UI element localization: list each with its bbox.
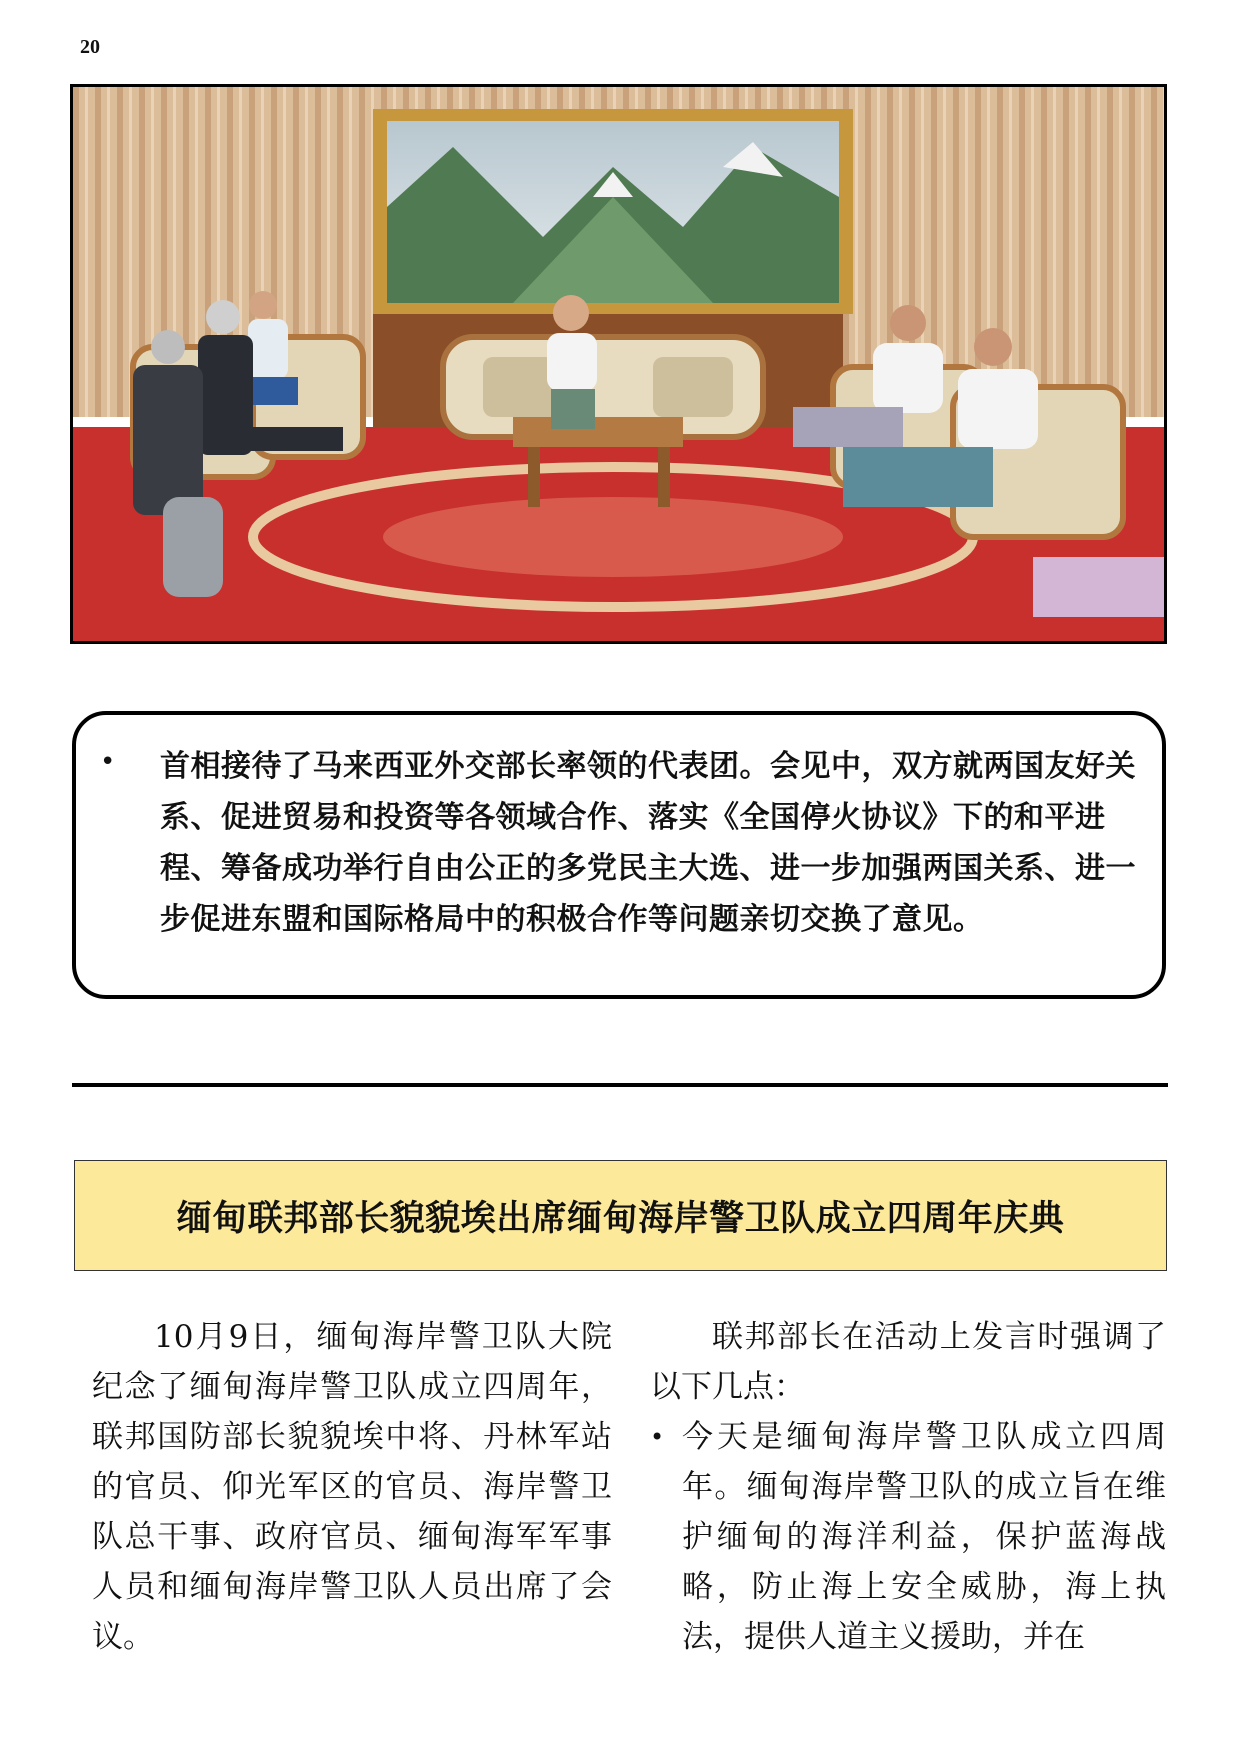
article-headline-box <box>74 1160 1167 1271</box>
bullet-icon: • <box>650 1423 665 1451</box>
article-left-column <box>92 1312 612 1662</box>
article-right-intro: 联邦部长在活动上发言时强调了以下几点： <box>650 1319 1166 1405</box>
article-left-paragraph: 10月9日，缅甸海岸警卫队大院纪念了缅甸海岸警卫队成立四周年，联邦国防部长貌貌埃中将、丹林军站的官员、仰光军区的官员、海岸警卫队总干事、政府官员、缅甸海军军事人员和缅甸海岸警卫队人员出席了会议。 <box>92 1319 612 1655</box>
page-number: 20 <box>80 36 100 58</box>
article-point-text: 今天是缅甸海岸警卫队成立四周年。缅甸海岸警卫队的成立旨在维护缅甸的海洋利益，保护蓝海战略，防止海上安全威胁，海上执法，提供人道主义援助，并在 <box>682 1419 1166 1655</box>
article-points-list <box>650 1412 1166 1662</box>
article-right-column <box>650 1312 1166 1662</box>
summary-text: 首相接待了马来西亚外交部长率领的代表团。会见中，双方就两国友好关系、促进贸易和投资等各领域合作、落实《全国停火协议》下的和平进程、筹备成功举行自由公正的多党民主大选、进一步加强两国关系、进一步促进东盟和国际格局中的积极合作等问题亲切交换了意见。 <box>160 749 1136 937</box>
section-divider <box>72 1083 1168 1087</box>
bullet-icon: • <box>100 747 116 777</box>
meeting-room-illustration <box>73 87 1164 641</box>
article-headline: 缅甸联邦部长貌貌埃出席缅甸海岸警卫队成立四周年庆典 <box>176 1198 1065 1239</box>
summary-box <box>72 711 1166 999</box>
meeting-photo <box>70 84 1167 644</box>
list-item <box>650 1412 1166 1662</box>
